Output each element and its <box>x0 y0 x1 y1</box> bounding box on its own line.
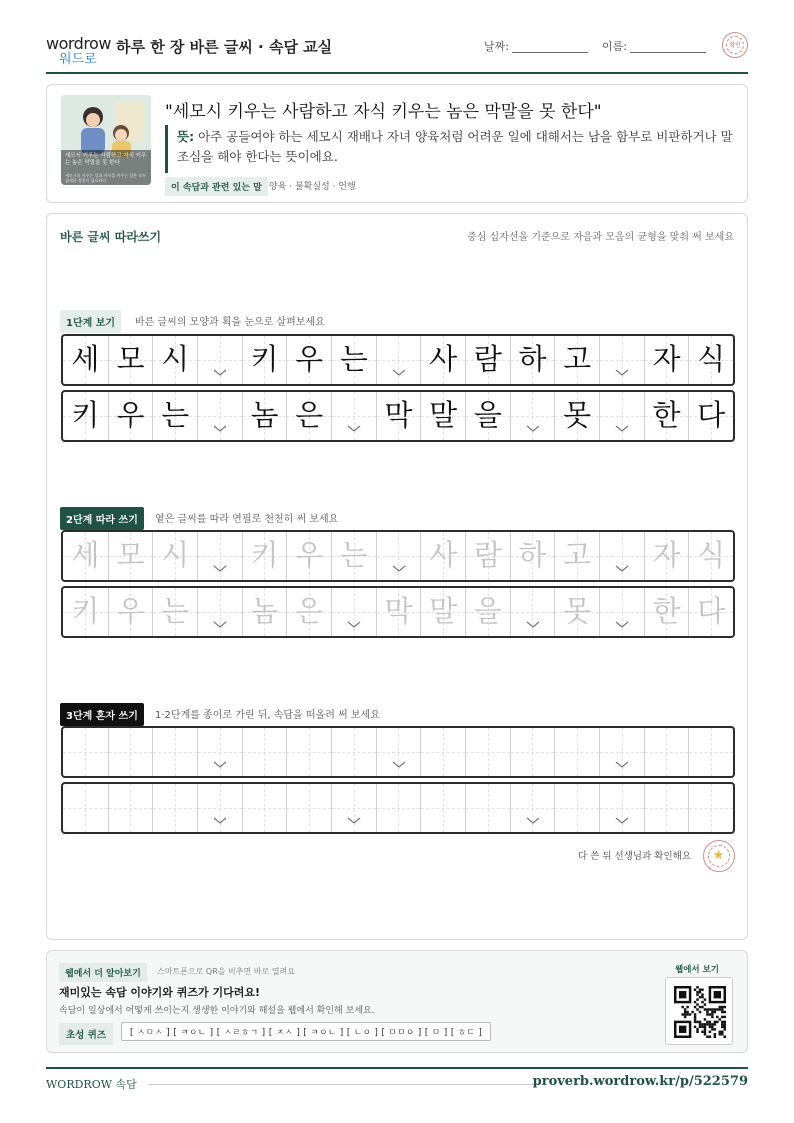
qr-code-icon <box>674 986 726 1038</box>
grid-cell[interactable] <box>644 728 689 776</box>
grid-cell <box>644 392 689 440</box>
grid-cell[interactable] <box>376 588 421 636</box>
grid-cell[interactable] <box>108 588 153 636</box>
grid-row[interactable] <box>61 586 735 638</box>
step1-desc: 바른 글씨의 모양과 획을 눈으로 살펴보세요 <box>135 317 325 328</box>
proverb-illustration <box>61 95 151 185</box>
grid-cell <box>108 392 153 440</box>
trace-character: 말 <box>429 594 458 628</box>
meaning-accent-bar <box>165 125 168 173</box>
grid-cell[interactable] <box>688 784 733 832</box>
grid-cell <box>510 336 555 384</box>
practice-card <box>46 213 748 940</box>
grid-cell <box>108 336 153 384</box>
grid-cell <box>331 336 376 384</box>
grid-cell <box>376 392 421 440</box>
grid-cell[interactable] <box>242 728 287 776</box>
footer-line <box>46 1067 748 1069</box>
grid-cell[interactable] <box>63 784 108 832</box>
model-character: 키 <box>250 342 279 376</box>
footer-url[interactable]: proverb.wordrow.kr/p/522579 <box>532 1074 748 1089</box>
grid-cell <box>286 392 331 440</box>
trace-character: 우 <box>295 538 324 572</box>
model-character: 모 <box>116 342 145 376</box>
grid-cell[interactable] <box>108 784 153 832</box>
grid-cell <box>420 336 465 384</box>
grid-cell[interactable] <box>108 532 153 580</box>
trace-character: 시 <box>161 538 190 572</box>
model-character: 고 <box>563 342 592 376</box>
grid-cell[interactable] <box>599 728 644 776</box>
grid-cell[interactable] <box>242 588 287 636</box>
illustration-caption: 세모시 키우는 사람하고 자식 키우는 놈은 막말을 못 한다 <box>65 153 147 166</box>
model-character: 은 <box>295 398 324 432</box>
grid-cell[interactable] <box>420 588 465 636</box>
grid-cell <box>465 336 510 384</box>
model-character: 다 <box>697 398 726 432</box>
grid-cell[interactable] <box>644 784 689 832</box>
grid-cell[interactable] <box>152 588 197 636</box>
grid-cell <box>242 392 287 440</box>
grid-cell <box>465 392 510 440</box>
model-character: 식 <box>697 342 726 376</box>
grid-cell[interactable] <box>465 532 510 580</box>
grid-cell[interactable] <box>510 588 555 636</box>
model-character: 막 <box>384 398 413 432</box>
grid-cell <box>688 392 733 440</box>
wordrow-logo <box>46 34 111 67</box>
grid-cell[interactable] <box>554 784 599 832</box>
trace-character: 막 <box>384 594 413 628</box>
space-mark-icon <box>347 425 361 432</box>
name-field[interactable] <box>630 52 706 53</box>
grid-cell[interactable] <box>331 532 376 580</box>
trace-character: 식 <box>697 538 726 572</box>
grid-cell[interactable] <box>331 784 376 832</box>
grid-cell[interactable] <box>197 728 242 776</box>
space-mark-icon <box>615 817 629 824</box>
grid-cell[interactable] <box>242 532 287 580</box>
confirm-stamp-text: 확인 <box>729 42 741 49</box>
web-headline: 재미있는 속담 이야기와 퀴즈가 기다려요! <box>59 986 260 999</box>
grid-cell[interactable] <box>420 728 465 776</box>
space-mark-icon <box>615 621 629 628</box>
grid-cell[interactable] <box>688 532 733 580</box>
grid-cell[interactable] <box>554 532 599 580</box>
space-mark-icon <box>615 761 629 768</box>
trace-character: 고 <box>563 538 592 572</box>
grid-cell <box>331 392 376 440</box>
grid-cell <box>420 392 465 440</box>
grid-cell <box>554 336 599 384</box>
grid-cell[interactable] <box>420 784 465 832</box>
chosung-quiz: [ ㅅㅁㅅ ] [ ㅋㅇㄴ ] [ ㅅㄹㅎㄱ ] [ ㅈㅅ ] [ ㅋㅇㄴ ] [ ㄴㅇ ] [ ㅁㅁㅇ ] [ ㅁ ] [ ㅎㄷ ] <box>121 1022 491 1041</box>
web-sub: 스마트폰으로 QR을 비추면 바로 열려요 <box>157 967 295 976</box>
illustration-figures <box>61 95 151 185</box>
grid-cell[interactable] <box>286 728 331 776</box>
trace-character: 자 <box>652 538 681 572</box>
space-mark-icon <box>615 369 629 376</box>
page-title: 하루 한 장 바른 글씨 · 속담 교실 <box>116 38 333 56</box>
grid-cell[interactable] <box>644 588 689 636</box>
space-mark-icon <box>213 565 227 572</box>
date-label: 날짜: <box>484 40 509 53</box>
space-mark-icon <box>213 369 227 376</box>
space-mark-icon <box>526 425 540 432</box>
model-character: 말 <box>429 398 458 432</box>
logo-text-top: wordrow <box>46 34 111 53</box>
grid-cell[interactable] <box>152 728 197 776</box>
footer-brand: WORDROW 속담 <box>46 1078 137 1091</box>
grid-cell[interactable] <box>510 784 555 832</box>
space-mark-icon <box>213 761 227 768</box>
grid-cell[interactable] <box>331 728 376 776</box>
illustration-subcaption: 세모시를 키우는 일과 자식을 키우는 일은 모두 섬세한 정성이 필요하다 <box>65 173 147 183</box>
grid-cell[interactable] <box>108 728 153 776</box>
grid-cell <box>152 392 197 440</box>
grid-cell <box>197 336 242 384</box>
grid-cell <box>63 392 108 440</box>
web-card <box>46 950 748 1053</box>
step3-desc: 1·2단계를 종이로 가린 뒤, 속담을 떠올려 써 보세요 <box>155 710 380 721</box>
grid-cell[interactable] <box>331 588 376 636</box>
grid-cell[interactable] <box>63 588 108 636</box>
trace-character: 키 <box>250 538 279 572</box>
grid-cell[interactable] <box>599 532 644 580</box>
well-done-stamp <box>703 840 735 872</box>
grid-cell <box>554 392 599 440</box>
grid-cell <box>644 336 689 384</box>
space-mark-icon <box>615 425 629 432</box>
model-character: 한 <box>652 398 681 432</box>
quiz-badge: 초성 퀴즈 <box>59 1023 113 1045</box>
grid-cell[interactable] <box>688 728 733 776</box>
step1-badge: 1단계 보기 <box>60 310 121 333</box>
grid-cell[interactable] <box>510 532 555 580</box>
space-mark-icon <box>213 817 227 824</box>
web-badge: 웹에서 더 알아보기 <box>59 963 147 982</box>
name-label: 이름: <box>602 40 627 53</box>
footer-rule <box>148 1084 538 1085</box>
star-icon: ★ <box>712 848 725 863</box>
grid-cell[interactable] <box>420 532 465 580</box>
model-character: 을 <box>473 398 502 432</box>
trace-character: 키 <box>71 594 100 628</box>
page-header <box>46 30 748 74</box>
trace-character: 은 <box>295 594 324 628</box>
space-mark-icon <box>392 761 406 768</box>
grid-cell <box>510 392 555 440</box>
grid-cell[interactable] <box>197 784 242 832</box>
trace-character: 하 <box>518 538 547 572</box>
done-text: 다 쓴 뒤 선생님과 확인해요 <box>577 851 691 862</box>
grid-cell <box>242 336 287 384</box>
trace-character: 사 <box>429 538 458 572</box>
grid-row[interactable] <box>61 726 735 778</box>
grid-cell[interactable] <box>465 784 510 832</box>
space-mark-icon <box>526 621 540 628</box>
model-character: 하 <box>518 342 547 376</box>
model-character: 세 <box>71 342 100 376</box>
model-character: 놈 <box>250 398 279 432</box>
web-desc: 속담이 일상에서 어떻게 쓰이는지 생생한 이야기와 해설을 웹에서 확인해 보세요. <box>59 1006 375 1016</box>
grid-row[interactable] <box>61 782 735 834</box>
trace-character: 놈 <box>250 594 279 628</box>
step2-badge: 2단계 따라 쓰기 <box>60 507 144 530</box>
qr-label: 웹에서 보기 <box>674 965 719 975</box>
grid-cell[interactable] <box>152 532 197 580</box>
model-character: 람 <box>473 342 502 376</box>
model-character: 키 <box>71 398 100 432</box>
related-words: 양육 · 불확실성 · 언행 <box>269 182 356 192</box>
trace-character: 을 <box>473 594 502 628</box>
meaning-body: 아주 공들여야 하는 세모시 재배나 자녀 양육처럼 어려운 일에 대해서는 남을 함부로 비판하거나 말 조심을 해야 한다는 뜻이에요. <box>177 129 733 164</box>
step3-badge: 3단계 혼자 쓰기 <box>60 703 144 726</box>
grid-cell[interactable] <box>465 588 510 636</box>
logo-text-bottom: 워드로 <box>59 52 97 67</box>
grid-cell <box>197 392 242 440</box>
model-character: 우 <box>116 398 145 432</box>
space-mark-icon <box>213 621 227 628</box>
trace-character: 우 <box>116 594 145 628</box>
date-field[interactable] <box>512 52 588 53</box>
grid-cell[interactable] <box>63 532 108 580</box>
grid-cell[interactable] <box>376 784 421 832</box>
grid-cell <box>599 392 644 440</box>
grid-cell <box>286 336 331 384</box>
grid-cell[interactable] <box>197 588 242 636</box>
practice-title: 바른 글씨 따라쓰기 <box>60 230 162 244</box>
model-character: 못 <box>563 398 592 432</box>
meaning-text <box>177 127 737 167</box>
grid-cell <box>376 336 421 384</box>
step2-desc: 옅은 글씨를 따라 연필로 천천히 써 보세요 <box>155 514 339 525</box>
grid-cell[interactable] <box>554 728 599 776</box>
space-mark-icon <box>392 369 406 376</box>
grid-cell <box>688 336 733 384</box>
meaning-label: 뜻: <box>177 129 195 144</box>
model-character: 우 <box>295 342 324 376</box>
grid-cell[interactable] <box>688 588 733 636</box>
grid-cell[interactable] <box>376 728 421 776</box>
model-character: 는 <box>161 398 190 432</box>
trace-character: 세 <box>71 538 100 572</box>
grid-cell[interactable] <box>242 784 287 832</box>
grid-cell[interactable] <box>465 728 510 776</box>
grid-cell[interactable] <box>197 532 242 580</box>
grid-cell[interactable] <box>510 728 555 776</box>
space-mark-icon <box>347 621 361 628</box>
trace-character: 는 <box>161 594 190 628</box>
space-mark-icon <box>347 817 361 824</box>
practice-hint: 중심 십자선을 기준으로 자음과 모음의 균형을 맞춰 써 보세요 <box>467 232 734 243</box>
trace-character: 는 <box>339 538 368 572</box>
grid-cell[interactable] <box>286 532 331 580</box>
grid-cell[interactable] <box>286 588 331 636</box>
grid-cell[interactable] <box>376 532 421 580</box>
grid-cell[interactable] <box>63 728 108 776</box>
space-mark-icon <box>392 565 406 572</box>
qr-code[interactable] <box>665 977 733 1045</box>
meaning-card <box>46 84 748 203</box>
trace-character: 다 <box>697 594 726 628</box>
grid-cell[interactable] <box>286 784 331 832</box>
grid-cell <box>63 336 108 384</box>
grid-cell <box>599 336 644 384</box>
space-mark-icon <box>526 817 540 824</box>
grid-cell[interactable] <box>644 532 689 580</box>
trace-character: 람 <box>473 538 502 572</box>
proverb-quote: "세모시 키우는 사람하고 자식 키우는 놈은 막말을 못 한다" <box>165 102 602 122</box>
grid-cell <box>152 336 197 384</box>
model-character: 사 <box>429 342 458 376</box>
grid-row <box>61 334 735 386</box>
space-mark-icon <box>615 565 629 572</box>
trace-character: 못 <box>563 594 592 628</box>
confirm-stamp <box>722 32 748 58</box>
trace-character: 한 <box>652 594 681 628</box>
related-tag: 이 속담과 관련 있는 말 <box>165 177 268 196</box>
space-mark-icon <box>213 425 227 432</box>
grid-row[interactable] <box>61 530 735 582</box>
grid-cell[interactable] <box>599 588 644 636</box>
grid-row <box>61 390 735 442</box>
model-character: 자 <box>652 342 681 376</box>
trace-character: 모 <box>116 538 145 572</box>
grid-cell[interactable] <box>554 588 599 636</box>
grid-cell[interactable] <box>599 784 644 832</box>
model-character: 는 <box>339 342 368 376</box>
grid-cell[interactable] <box>152 784 197 832</box>
model-character: 시 <box>161 342 190 376</box>
